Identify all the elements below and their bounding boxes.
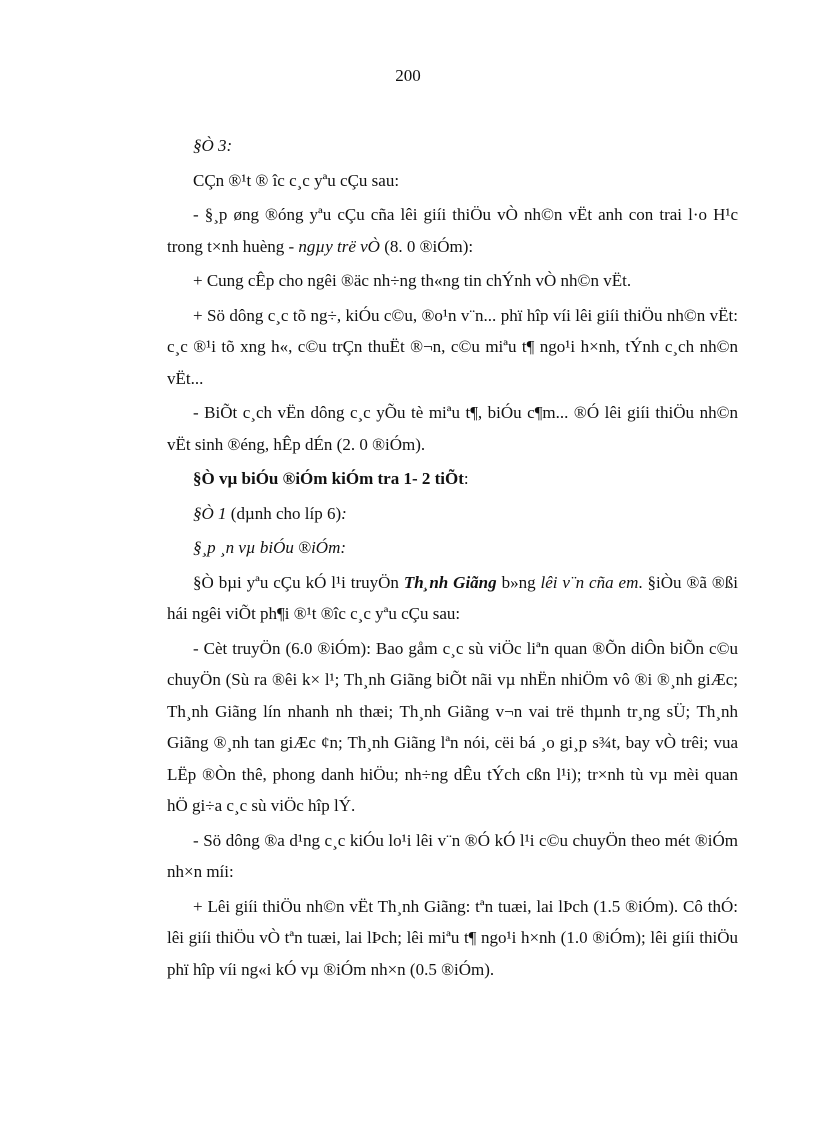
paragraph-requirement-1b: + Sö dông c¸c tõ ng÷, kiÓu c©u, ®o¹n v¨n... phï hîp víi lêi giíi thiÖu nh©n vËt: c¸c ®¹i tõ xng h«, c©u trÇn thuËt ®¬n, c©u miªu t¶ ngo¹i h×nh, tÝnh c¸ch nh©n vËt... [167, 305, 738, 388]
paragraph-text: + Cung cÊp cho [193, 271, 308, 290]
paragraph-text: ngêi [307, 271, 341, 290]
paragraph-text: - §¸p øng ®óng yªu cÇu cña lêi giíi thiÖu vÒ nh©n vËt anh con trai l·o H¹c trong t×nh huèng - [167, 205, 738, 256]
paragraph-assignment [167, 567, 738, 630]
heading-colon: : [341, 503, 347, 523]
page-number: 200 [395, 66, 421, 85]
work-title: ngµy trë vÒ [298, 236, 380, 256]
paragraph-introduction-scoring: + Lêi giíi thiÖu nh©n vËt Th¸nh Giãng: tªn tuæi, lai lÞch (1.5 ®iÓm). Cô thÓ: lêi giíi thiÖu vÒ tªn tuæi, lai lÞch; lêi miªu t¶ ngo¹i h×nh (1.0 ®iÓm); lêi giíi thiÖu phï hîp víi ng«i kÓ vµ ®iÓm nh×n (0.5 ®iÓm). [167, 896, 738, 979]
paragraph-plot: - Cèt truyÖn (6.0 ®iÓm): Bao gåm c¸c sù viÖc liªn quan ®Õn diÔn biÕn c©u chuyÖn (Sù ra ®êi k× l¹; Th¸nh Giãng biÕt nãi vµ nhËn nhiÖm vô ®i ®¸nh giÆc; Th¸nh Giãng lín nhanh nh thæi; Th¸nh Giãng v¬n vai trë thµnh tr¸ng sÜ; Th¸nh Giãng ®¸nh tan giÆc ¢n; Th¸nh Giãng lªn nói, cëi bá ¸o gi¸p s¾t, bay vÒ trêi; vua LËp ®Òn thê, phong danh hiÖu; nh÷ng dÊu tÝch cßn l¹i); tr×nh tù vµ mèi quan hÖ gi÷a c¸c sù viÖc hîp lÝ. [167, 638, 738, 815]
section-heading-de-1 [193, 498, 738, 530]
paragraph-requirement-2: - BiÕt c¸ch vËn dông c¸c yÕu tè miªu t¶, biÓu c¶m... ®Ó lêi giíi thiÖu nh©n vËt sinh ®éng, hÊp dÉn (2. 0 ®iÓm). [167, 403, 738, 454]
paragraph-requirement-1a [193, 265, 738, 297]
heading-text: §Ò 1 [193, 503, 227, 523]
phrase-italic: lêi v¨n cña em [540, 572, 639, 592]
paragraph-text: ngêi [192, 604, 222, 623]
section-heading-answer: §¸p ¸n vµ biÓu ®iÓm: [193, 538, 347, 557]
section-heading-test [193, 463, 738, 495]
document-body [167, 130, 738, 985]
paragraph-text: (8. 0 ®iÓm): [379, 236, 474, 256]
paragraph-requirements-intro: CÇn ®¹t ® îc c¸c yªu cÇu sau: [193, 170, 400, 190]
heading-colon: : [463, 469, 469, 488]
paragraph-narration: - Sö dông ®a d¹ng c¸c kiÓu lo¹i lêi v¨n ®Ó kÓ l¹i c©u chuyÖn theo mét ®iÓm nh×n míi: [167, 830, 738, 881]
heading-text: §Ò vµ biÓu ®iÓm kiÓm tra 1- 2 tiÕt [193, 469, 464, 488]
paragraph-text: viÕt ph¶i ®¹t ®îc c¸c yªu cÇu sau: [221, 604, 461, 623]
paragraph-text: . §iÒu ®ã ®ßi hái [167, 572, 738, 623]
paragraph-text: §Ò bµi yªu cÇu kÓ l¹i truyÖn [193, 572, 404, 592]
heading-note: (dµnh cho líp 6) [226, 503, 342, 523]
paragraph-requirement-1 [167, 199, 738, 262]
section-heading-de-3: §Ò 3: [193, 136, 233, 155]
paragraph-text: b»ng [496, 572, 541, 592]
story-title: Th¸nh Giãng [403, 572, 497, 592]
paragraph-text: ®äc nh÷ng th«ng tin chÝnh vÒ nh©n vËt. [340, 271, 632, 290]
